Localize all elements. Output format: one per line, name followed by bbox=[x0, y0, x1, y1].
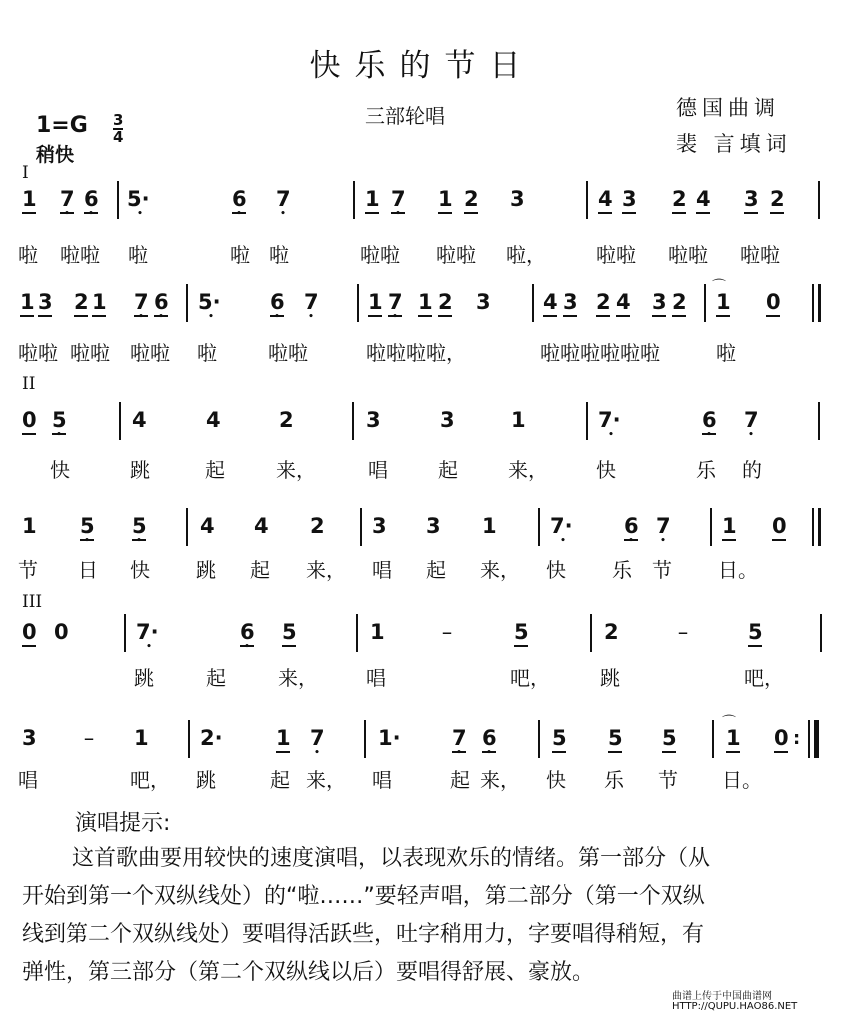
barline bbox=[360, 508, 362, 546]
lyric: 起 bbox=[450, 768, 470, 792]
lyric: 啦啦 bbox=[596, 243, 636, 267]
lyric: 来， bbox=[306, 768, 346, 792]
composer-credit: 德国曲调 bbox=[676, 96, 780, 120]
note: 2 bbox=[464, 187, 479, 211]
lyric: 唱 bbox=[372, 768, 392, 792]
watermark bbox=[672, 992, 797, 1012]
watermark-line: 曲谱上传于中国曲谱网 bbox=[672, 991, 772, 1002]
tips-heading: 演唱提示: bbox=[75, 811, 171, 836]
barline bbox=[352, 402, 354, 440]
lyric: 快 bbox=[546, 558, 566, 582]
lyric: 啦 bbox=[716, 341, 736, 365]
note: 1 bbox=[22, 514, 37, 538]
note: 1 bbox=[482, 514, 497, 538]
note: 4 bbox=[254, 514, 269, 538]
note: 3 bbox=[426, 514, 441, 538]
time-signature-top: 3 bbox=[113, 111, 124, 129]
lyric: 吧， bbox=[510, 666, 550, 690]
barline bbox=[119, 402, 121, 440]
note: • 7 bbox=[452, 726, 466, 750]
barline bbox=[818, 181, 820, 219]
barline bbox=[188, 720, 190, 758]
tempo-marking: 稍快 bbox=[36, 144, 75, 166]
note: 2 bbox=[310, 514, 325, 538]
subtitle: 三部轮唱 bbox=[365, 104, 445, 128]
lyric: 来， bbox=[508, 458, 548, 482]
note: 1 bbox=[20, 290, 35, 314]
note: • 7· bbox=[136, 620, 162, 644]
note: 0 bbox=[774, 726, 789, 750]
barline bbox=[364, 720, 366, 758]
lyric: 唱 bbox=[368, 458, 388, 482]
time-signature-bottom: 4 bbox=[113, 128, 124, 146]
tips-line: 开始到第一个双纵线处）的“啦……”要轻声唱，第二部分（第一个双纵 bbox=[22, 884, 705, 909]
lyric: 跳 bbox=[196, 768, 216, 792]
note: • 6 bbox=[84, 187, 98, 211]
note: • 6 bbox=[240, 620, 254, 644]
lyric: 起 bbox=[206, 666, 226, 690]
note: 3 bbox=[622, 187, 637, 211]
lyric: 啦啦啦啦， bbox=[366, 341, 466, 365]
lyric: 来， bbox=[278, 666, 318, 690]
note: 3 bbox=[563, 290, 578, 314]
barline bbox=[704, 284, 706, 322]
lyric: 起 bbox=[426, 558, 446, 582]
lyric: 来， bbox=[276, 458, 316, 482]
note: 1 bbox=[365, 187, 380, 211]
lyric: 日。 bbox=[722, 768, 762, 792]
lyrics-row bbox=[0, 239, 844, 269]
lyric: 快 bbox=[130, 558, 150, 582]
double-barline bbox=[812, 508, 814, 546]
double-barline bbox=[818, 508, 821, 546]
lyric: 日 bbox=[78, 558, 98, 582]
note: 5 bbox=[552, 726, 567, 750]
lyric: 来， bbox=[306, 558, 346, 582]
note: • 7 bbox=[304, 290, 318, 314]
lyric: 乐 bbox=[612, 558, 632, 582]
barline bbox=[586, 181, 588, 219]
lyric: 啦啦 bbox=[740, 243, 780, 267]
double-barline bbox=[812, 284, 814, 322]
note: 3 bbox=[372, 514, 387, 538]
barline bbox=[124, 614, 126, 652]
lyric: 啦啦 bbox=[130, 341, 170, 365]
note: 2 bbox=[672, 290, 687, 314]
note: 3 bbox=[440, 408, 455, 432]
note: • 6 bbox=[154, 290, 168, 314]
notation-row bbox=[0, 402, 844, 447]
note: • 6 bbox=[624, 514, 638, 538]
note: 2 bbox=[596, 290, 611, 314]
barline bbox=[820, 614, 822, 652]
note: • 7 bbox=[60, 187, 74, 211]
note: 4 bbox=[598, 187, 613, 211]
note: 1 bbox=[370, 620, 385, 644]
end-barline bbox=[814, 720, 819, 758]
note: 4 bbox=[206, 408, 221, 432]
note: 4 bbox=[616, 290, 631, 314]
note: 2 bbox=[279, 408, 294, 432]
lyric: 来， bbox=[480, 558, 520, 582]
time-signature bbox=[113, 113, 123, 145]
note: 5 bbox=[748, 620, 763, 644]
lyric: 起 bbox=[250, 558, 270, 582]
note: 5 bbox=[608, 726, 623, 750]
note: 1 bbox=[134, 726, 149, 750]
note: • 5 bbox=[80, 514, 94, 538]
barline bbox=[586, 402, 588, 440]
note: 1 bbox=[438, 187, 453, 211]
note: • 7 bbox=[276, 187, 290, 211]
note: 4 bbox=[200, 514, 215, 538]
note: 1 bbox=[511, 408, 526, 432]
notation-row bbox=[0, 284, 844, 329]
note: 1 bbox=[92, 290, 107, 314]
note: 3 bbox=[476, 290, 491, 314]
part-label-1: I bbox=[22, 163, 29, 183]
lyric: 啦啦 bbox=[268, 341, 308, 365]
note: 1 bbox=[418, 290, 433, 314]
part-label-3: III bbox=[22, 592, 43, 612]
note: 3 bbox=[652, 290, 667, 314]
lyric: 跳 bbox=[600, 666, 620, 690]
barline bbox=[353, 181, 355, 219]
lyric: 啦啦 bbox=[60, 243, 100, 267]
lyrics-row bbox=[0, 662, 844, 692]
lyrics-row bbox=[0, 454, 844, 484]
lyric: 来， bbox=[480, 768, 520, 792]
lyric: 节 bbox=[18, 558, 38, 582]
note: – bbox=[441, 620, 453, 644]
song-title: 快乐的节日 bbox=[309, 48, 535, 84]
lyric: 跳 bbox=[130, 458, 150, 482]
lyric: 啦 bbox=[197, 341, 217, 365]
repeat-dots: : bbox=[793, 728, 801, 749]
lyric: 啦 bbox=[18, 243, 38, 267]
lyric: 乐 bbox=[604, 768, 624, 792]
tips-line: 线到第二个双纵线处）要唱得活跃些，吐字稍用力，字要唱得稍短，有 bbox=[22, 922, 705, 947]
note: 3 bbox=[38, 290, 53, 314]
notation-row bbox=[0, 720, 844, 765]
note: • 6 bbox=[232, 187, 246, 211]
lyrics-row bbox=[0, 764, 844, 794]
tips-line: 弹性，第三部分（第二个双纵线以后）要唱得舒展、豪放。 bbox=[22, 960, 595, 985]
note: 4 bbox=[132, 408, 147, 432]
note: 4 bbox=[543, 290, 558, 314]
note: • 6 bbox=[702, 408, 716, 432]
lyric: 跳 bbox=[134, 666, 154, 690]
barline bbox=[532, 284, 534, 322]
note: • 7 bbox=[388, 290, 402, 314]
lyric: 吧， bbox=[744, 666, 784, 690]
note: • 7 bbox=[656, 514, 670, 538]
lyric: 起 bbox=[438, 458, 458, 482]
lyric: 啦 bbox=[128, 243, 148, 267]
note: • 5· bbox=[198, 290, 224, 314]
lyric: 日。 bbox=[718, 558, 758, 582]
note: – bbox=[83, 726, 95, 750]
barline bbox=[818, 402, 820, 440]
note: • 5· bbox=[127, 187, 153, 211]
lyric: 唱 bbox=[372, 558, 392, 582]
note: • 7· bbox=[598, 408, 624, 432]
barline bbox=[710, 508, 712, 546]
lyric: 啦 bbox=[269, 243, 289, 267]
lyric: 啦啦 bbox=[668, 243, 708, 267]
lyric: 啦啦 bbox=[18, 341, 58, 365]
lyrics-row bbox=[0, 554, 844, 584]
part-label-2: II bbox=[22, 374, 36, 394]
note: 0 bbox=[772, 514, 787, 538]
lyric: 快 bbox=[546, 768, 566, 792]
note: 1 bbox=[722, 514, 737, 538]
lyric: 起 bbox=[270, 768, 290, 792]
note: 2 bbox=[672, 187, 687, 211]
note: 0 bbox=[766, 290, 781, 314]
lyric: 啦 bbox=[230, 243, 250, 267]
lyricist-credit: 裴 言填词 bbox=[676, 132, 792, 156]
note: • 7 bbox=[391, 187, 405, 211]
note: • 7 bbox=[310, 726, 324, 750]
note: • 5 bbox=[52, 408, 66, 432]
lyric: 节 bbox=[658, 768, 678, 792]
lyric: 节 bbox=[652, 558, 672, 582]
lyric: 跳 bbox=[196, 558, 216, 582]
note: 4 bbox=[696, 187, 711, 211]
note: 5 bbox=[282, 620, 297, 644]
double-barline bbox=[818, 284, 821, 322]
barline bbox=[357, 284, 359, 322]
lyric: 啦， bbox=[506, 243, 546, 267]
barline bbox=[538, 720, 540, 758]
tips-line: 这首歌曲要用较快的速度演唱，以表现欢乐的情绪。第一部分（从 bbox=[72, 846, 711, 871]
note-fermata: ⌒ 1 bbox=[716, 290, 730, 314]
lyric: 乐 bbox=[696, 458, 716, 482]
note: 0 bbox=[54, 620, 69, 644]
barline bbox=[590, 614, 592, 652]
lyric: 啦啦 bbox=[70, 341, 110, 365]
note: 2 bbox=[438, 290, 453, 314]
note: 3 bbox=[366, 408, 381, 432]
watermark-url: HTTP://QUPU.HAO86.NET bbox=[672, 1001, 798, 1012]
note: 3 bbox=[22, 726, 37, 750]
barline bbox=[186, 508, 188, 546]
barline bbox=[117, 181, 119, 219]
note: – bbox=[677, 620, 689, 644]
note: • 7 bbox=[134, 290, 148, 314]
notation-row bbox=[0, 181, 844, 226]
end-barline bbox=[808, 720, 810, 758]
note: 5 bbox=[662, 726, 677, 750]
note: 2 bbox=[770, 187, 785, 211]
notation-row bbox=[0, 614, 844, 659]
note: 3 bbox=[510, 187, 525, 211]
note: 1· bbox=[378, 726, 401, 750]
note: 2 bbox=[604, 620, 619, 644]
lyric: 啦啦啦啦啦啦 bbox=[540, 341, 660, 365]
note: 0 bbox=[22, 408, 37, 432]
barline bbox=[186, 284, 188, 322]
barline bbox=[538, 508, 540, 546]
note: 2· bbox=[200, 726, 223, 750]
note: • 7· bbox=[550, 514, 576, 538]
note: 3 bbox=[744, 187, 759, 211]
note: 5 bbox=[514, 620, 529, 644]
note: • 6 bbox=[270, 290, 284, 314]
barline bbox=[356, 614, 358, 652]
lyric: 啦啦 bbox=[360, 243, 400, 267]
lyric: 快 bbox=[50, 458, 70, 482]
lyric: 快 bbox=[596, 458, 616, 482]
note: 1 bbox=[22, 187, 37, 211]
lyric: 啦啦 bbox=[436, 243, 476, 267]
note: 1 bbox=[368, 290, 383, 314]
note: 1 bbox=[276, 726, 291, 750]
barline bbox=[712, 720, 714, 758]
lyric: 唱 bbox=[366, 666, 386, 690]
lyrics-row bbox=[0, 337, 844, 367]
note: • 7 bbox=[744, 408, 758, 432]
note: • 5 bbox=[132, 514, 146, 538]
tips-body bbox=[22, 840, 822, 992]
note: 0 bbox=[22, 620, 37, 644]
lyric: 的 bbox=[742, 458, 762, 482]
note: 2 bbox=[74, 290, 89, 314]
note: • 6 bbox=[482, 726, 496, 750]
key-signature: 1=G bbox=[36, 113, 88, 138]
lyric: 起 bbox=[205, 458, 225, 482]
notation-row bbox=[0, 508, 844, 553]
lyric: 唱 bbox=[18, 768, 38, 792]
note-fermata: ⌒ 1 bbox=[726, 726, 740, 750]
lyric: 吧， bbox=[130, 768, 170, 792]
